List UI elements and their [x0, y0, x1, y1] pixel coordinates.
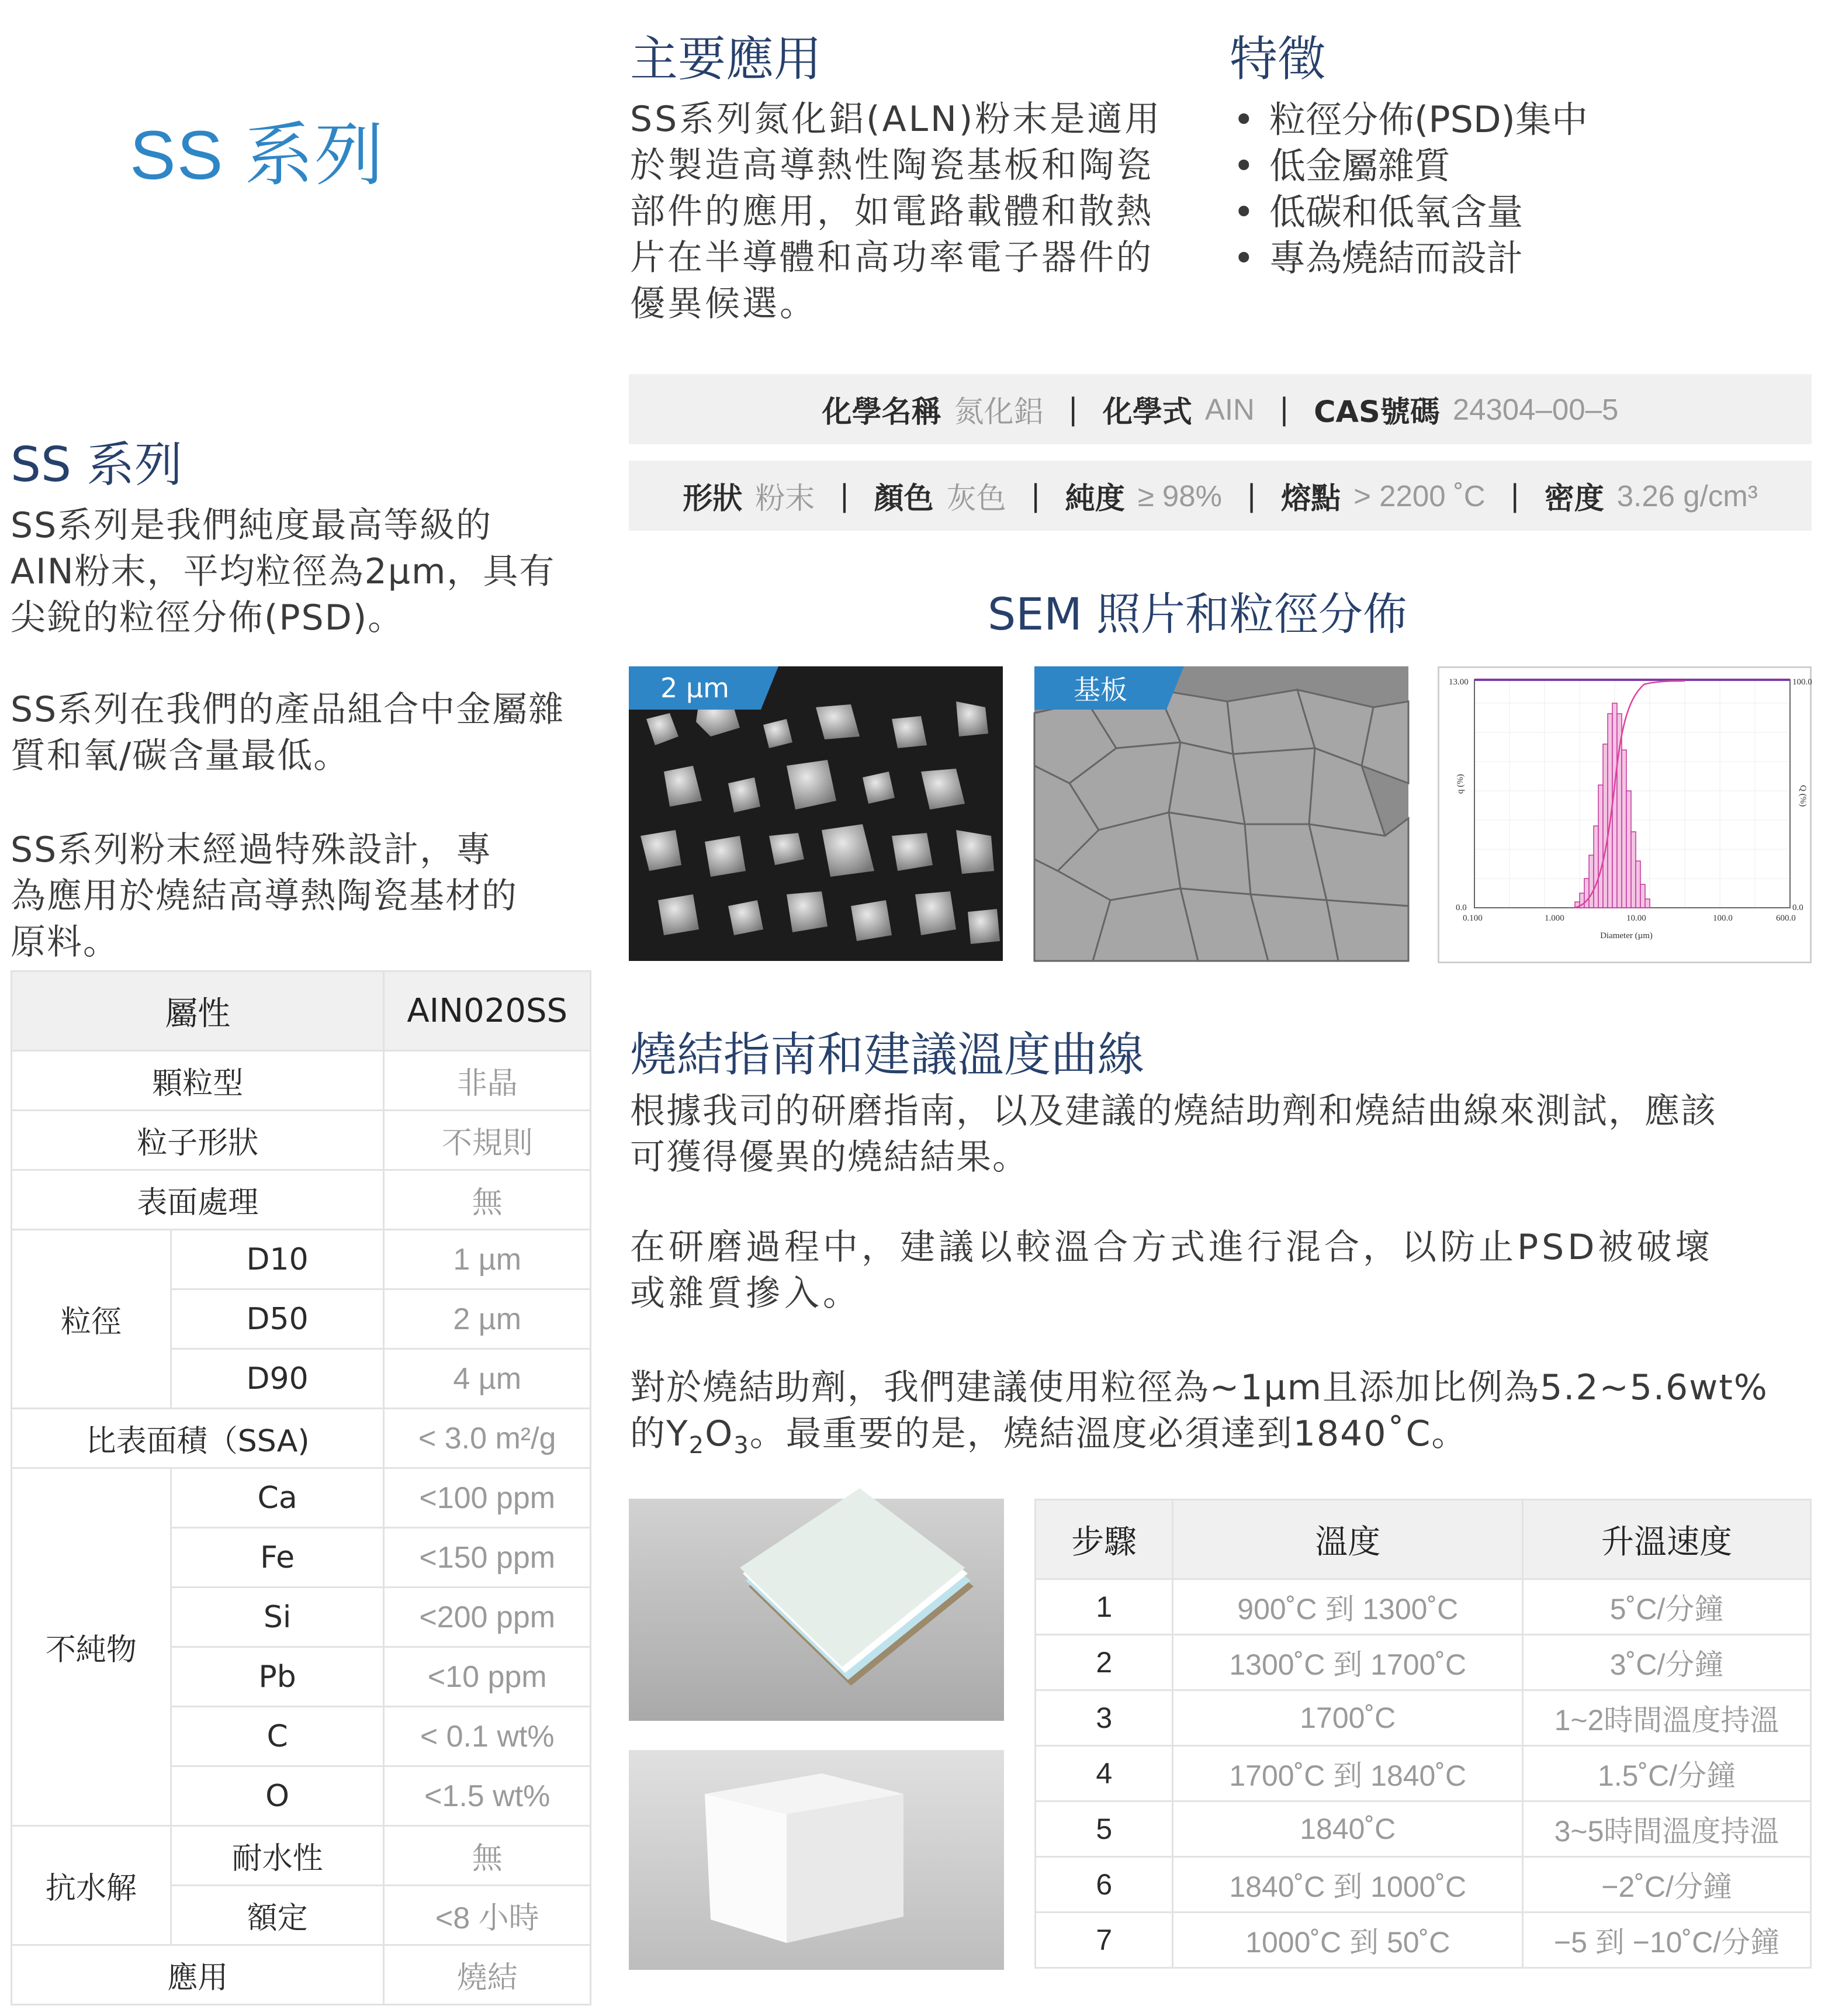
text-line: 對於燒結助劑，我們建議使用粒徑為~1µm且添加比例為5.2~5.6wt% — [630, 1367, 1768, 1408]
step-rate: 3˚C/分鐘 — [1523, 1635, 1811, 1690]
main-application-line: 片在半導體和高功率電子器件的 — [630, 237, 1154, 278]
row-label: 粒子形狀 — [12, 1111, 384, 1170]
x-tick: 10.00 — [1626, 914, 1646, 923]
row-label: O — [171, 1766, 384, 1826]
y-left-label: q (%) — [1456, 774, 1465, 794]
table-row — [12, 1468, 591, 1528]
table-row — [1036, 1913, 1811, 1968]
ss-intro-heading: SS 系列 — [11, 437, 183, 493]
step-temperature: 900˚C 到 1300˚C — [1173, 1579, 1523, 1635]
separator: | — [839, 478, 850, 513]
sem-powder-image — [629, 666, 1003, 961]
aln-block-photo — [629, 1750, 1004, 1970]
physical-info-bar — [629, 461, 1812, 531]
step-temperature: 1840˚C — [1173, 1801, 1523, 1857]
color-label: 顏色 — [874, 482, 934, 516]
scale-tag: 2 µm — [629, 666, 761, 710]
row-value: <150 ppm — [384, 1528, 591, 1588]
main-application-line: 於製造高導熱性陶瓷基板和陶瓷 — [630, 145, 1154, 186]
sem-substrate-texture — [1034, 666, 1408, 961]
row-value: <1.5 wt% — [384, 1766, 591, 1826]
group-label: 粒徑 — [12, 1230, 171, 1409]
row-value: <200 ppm — [384, 1588, 591, 1647]
row-label: Ca — [171, 1468, 384, 1528]
step-temperature: 1700˚C 到 1840˚C — [1173, 1746, 1523, 1801]
text-line: 尖銳的粒徑分佈(PSD)。 — [11, 597, 404, 638]
row-label: 顆粒型 — [12, 1051, 384, 1111]
row-label: 耐水性 — [171, 1826, 384, 1886]
header-temperature: 溫度 — [1173, 1500, 1523, 1579]
purity-label: 純度 — [1065, 482, 1125, 516]
table-row — [12, 1170, 591, 1230]
text-line: 質和氧/碳含量最低。 — [11, 735, 350, 776]
text-span: 。最重要的是，燒結溫度必須達到1840˚C。 — [749, 1413, 1468, 1454]
density-value: 3.26 g/cm³ — [1616, 479, 1758, 513]
psd-chart-svg — [1439, 668, 1810, 962]
text-line: 在研磨過程中，建議以較溫合方式進行混合，以防止PSD被破壞 — [630, 1227, 1714, 1268]
purity-value: ≥ 98% — [1137, 479, 1222, 513]
separator: | — [1246, 478, 1257, 513]
row-value: 2 µm — [384, 1289, 591, 1349]
row-label: 額定 — [171, 1886, 384, 1945]
text-line: 原料。 — [11, 922, 119, 963]
feature-item: • 專為燒結而設計 — [1233, 235, 1588, 281]
main-application-line: 部件的應用，如電路載體和散熱 — [630, 191, 1154, 232]
feature-item: • 低金屬雜質 — [1233, 143, 1588, 189]
sem-heading: SEM 照片和粒徑分佈 — [988, 588, 1407, 640]
y-left-max: 13.00 — [1449, 677, 1469, 687]
header-step: 步驟 — [1036, 1500, 1173, 1579]
row-value: <10 ppm — [384, 1647, 591, 1707]
table-header-row — [1036, 1500, 1811, 1579]
text-line: 或雜質摻入。 — [630, 1273, 861, 1314]
row-label: Si — [171, 1588, 384, 1647]
step-number: 6 — [1036, 1857, 1173, 1913]
step-temperature: 1300˚C 到 1700˚C — [1173, 1635, 1523, 1690]
table-row — [12, 1230, 591, 1289]
chem-name-label: 化學名稱 — [822, 395, 941, 430]
y-right-label: Q (%) — [1798, 785, 1808, 807]
psd-chart — [1438, 666, 1812, 963]
step-number: 7 — [1036, 1913, 1173, 1968]
text-line: 根據我司的研磨指南，以及建議的燒結助劑和燒結曲線來測試，應該 — [630, 1091, 1717, 1132]
step-rate: 5˚C/分鐘 — [1523, 1579, 1811, 1635]
sintering-steps-table — [1034, 1499, 1812, 1969]
x-tick: 1.000 — [1545, 914, 1564, 923]
step-rate: 3~5時間溫度持溫 — [1523, 1801, 1811, 1857]
row-value: 無 — [384, 1170, 591, 1230]
text-line: SS系列在我們的產品組合中金屬雜 — [11, 689, 565, 730]
table-row — [1036, 1579, 1811, 1635]
y-right-min: 0.0 — [1792, 903, 1803, 912]
table-row — [12, 1945, 591, 2005]
substrate-stack-illustration — [629, 1499, 1004, 1721]
step-number: 5 — [1036, 1801, 1173, 1857]
step-rate: −5 到 −10˚C/分鐘 — [1523, 1913, 1811, 1968]
step-rate: 1~2時間溫度持溫 — [1523, 1690, 1811, 1746]
row-value: 無 — [384, 1826, 591, 1886]
separator: | — [1279, 392, 1290, 427]
row-label: 表面處理 — [12, 1170, 384, 1230]
main-application-heading: 主要應用 — [630, 32, 822, 87]
features-heading: 特徵 — [1230, 32, 1326, 87]
step-rate: 1.5˚C/分鐘 — [1523, 1746, 1811, 1801]
table-row — [1036, 1801, 1811, 1857]
feature-item: • 粒徑分佈(PSD)集中 — [1233, 96, 1588, 143]
step-number: 1 — [1036, 1579, 1173, 1635]
sintering-paragraph-3 — [630, 1365, 1816, 1469]
row-value: 1 µm — [384, 1230, 591, 1289]
psd-top-border — [1474, 679, 1790, 681]
ss-intro-paragraph-2 — [11, 687, 601, 779]
melting-point-label: 熔點 — [1281, 482, 1341, 516]
row-value: <100 ppm — [384, 1468, 591, 1528]
color-value: 灰色 — [946, 482, 1006, 515]
shape-label: 形狀 — [683, 482, 743, 516]
feature-item: • 低碳和低氧含量 — [1233, 189, 1588, 235]
row-value: 燒結 — [384, 1945, 591, 2005]
separator: | — [1068, 392, 1078, 427]
x-tick: 0.100 — [1463, 914, 1483, 923]
header-property: 屬性 — [12, 971, 384, 1051]
row-value: < 0.1 wt% — [384, 1707, 591, 1766]
formula-value: AIN — [1204, 392, 1255, 426]
row-label: D50 — [171, 1289, 384, 1349]
chemical-info-bar — [629, 374, 1812, 444]
separator: | — [1030, 478, 1041, 513]
sem-substrate-image — [1034, 666, 1408, 961]
text-line: SS系列粉末經過特殊設計，專 — [11, 829, 493, 870]
step-number: 2 — [1036, 1635, 1173, 1690]
substrate-tag: 基板 — [1034, 666, 1166, 710]
formula-label: 化學式 — [1102, 395, 1192, 430]
step-temperature: 1700˚C — [1173, 1690, 1523, 1746]
row-value: 不規則 — [384, 1111, 591, 1170]
text-line: AIN粉末，平均粒徑為2µm，具有 — [11, 551, 556, 592]
x-axis-label: Diameter (µm) — [1600, 931, 1653, 940]
table-row — [1036, 1635, 1811, 1690]
features-list — [1233, 96, 1588, 281]
table-header-row — [12, 971, 591, 1051]
main-application-text — [630, 96, 1209, 327]
melting-point-value: > 2200 ˚C — [1353, 479, 1486, 513]
row-label: D90 — [171, 1349, 384, 1409]
step-number: 4 — [1036, 1746, 1173, 1801]
text-line: 為應用於燒結高導熱陶瓷基材的 — [11, 876, 518, 917]
row-label: D10 — [171, 1230, 384, 1289]
aln-block-illustration — [629, 1750, 1004, 1970]
row-label: C — [171, 1707, 384, 1766]
row-label: Pb — [171, 1647, 384, 1707]
chem-name-value: 氮化鋁 — [954, 395, 1044, 428]
table-row — [1036, 1857, 1811, 1913]
header-model: AIN020SS — [384, 971, 591, 1051]
group-label: 抗水解 — [12, 1826, 171, 1945]
step-rate: −2˚C/分鐘 — [1523, 1857, 1811, 1913]
sintering-paragraph-2 — [630, 1225, 1816, 1317]
sem-powder-texture — [629, 666, 1003, 961]
ss-intro-paragraph-1 — [11, 503, 601, 641]
y-right-max: 100.0 — [1792, 677, 1812, 687]
y-left-min: 0.0 — [1456, 903, 1467, 912]
subscript: 2 — [688, 1432, 705, 1459]
ss-intro-paragraph-3 — [11, 827, 601, 966]
header-rate: 升溫速度 — [1523, 1500, 1811, 1579]
density-label: 密度 — [1544, 482, 1604, 516]
table-row — [12, 1051, 591, 1111]
sintering-heading: 燒結指南和建議溫度曲線 — [630, 1028, 1144, 1082]
text-span: O — [705, 1413, 734, 1454]
step-temperature: 1000˚C 到 50˚C — [1173, 1913, 1523, 1968]
row-label: 比表面積（SSA) — [12, 1409, 384, 1468]
row-value: < 3.0 m²/g — [384, 1409, 591, 1468]
table-row — [12, 1826, 591, 1886]
row-value: 非晶 — [384, 1051, 591, 1111]
row-label: Fe — [171, 1528, 384, 1588]
series-title: SS 系列 — [130, 117, 385, 194]
x-tick: 600.0 — [1776, 914, 1796, 923]
text-line — [630, 1411, 1816, 1469]
text-line: SS系列是我們純度最高等級的 — [11, 505, 493, 546]
table-row — [1036, 1690, 1811, 1746]
row-value: <8 小時 — [384, 1886, 591, 1945]
row-value: 4 µm — [384, 1349, 591, 1409]
step-temperature: 1840˚C 到 1000˚C — [1173, 1857, 1523, 1913]
x-tick: 100.0 — [1713, 914, 1733, 923]
row-label: 應用 — [12, 1945, 384, 2005]
properties-table — [11, 970, 591, 2005]
text-line: 可獲得優異的燒結結果。 — [630, 1137, 1029, 1178]
group-label: 不純物 — [12, 1468, 171, 1826]
sintering-paragraph-1 — [630, 1088, 1816, 1181]
cas-value: 24304–00–5 — [1452, 392, 1619, 426]
shape-value: 粉末 — [755, 482, 815, 515]
table-row — [12, 1111, 591, 1170]
subscript: 3 — [733, 1432, 750, 1459]
table-row — [1036, 1746, 1811, 1801]
step-number: 3 — [1036, 1690, 1173, 1746]
cas-label: CAS號碼 — [1314, 395, 1440, 430]
table-row — [12, 1409, 591, 1468]
main-application-line: SS系列氮化鋁(ALN)粉末是適用 — [630, 99, 1162, 140]
substrate-stack-photo — [629, 1499, 1004, 1721]
separator: | — [1510, 478, 1520, 513]
text-span: 的Y — [630, 1413, 689, 1454]
main-application-line: 優異候選。 — [630, 283, 817, 324]
